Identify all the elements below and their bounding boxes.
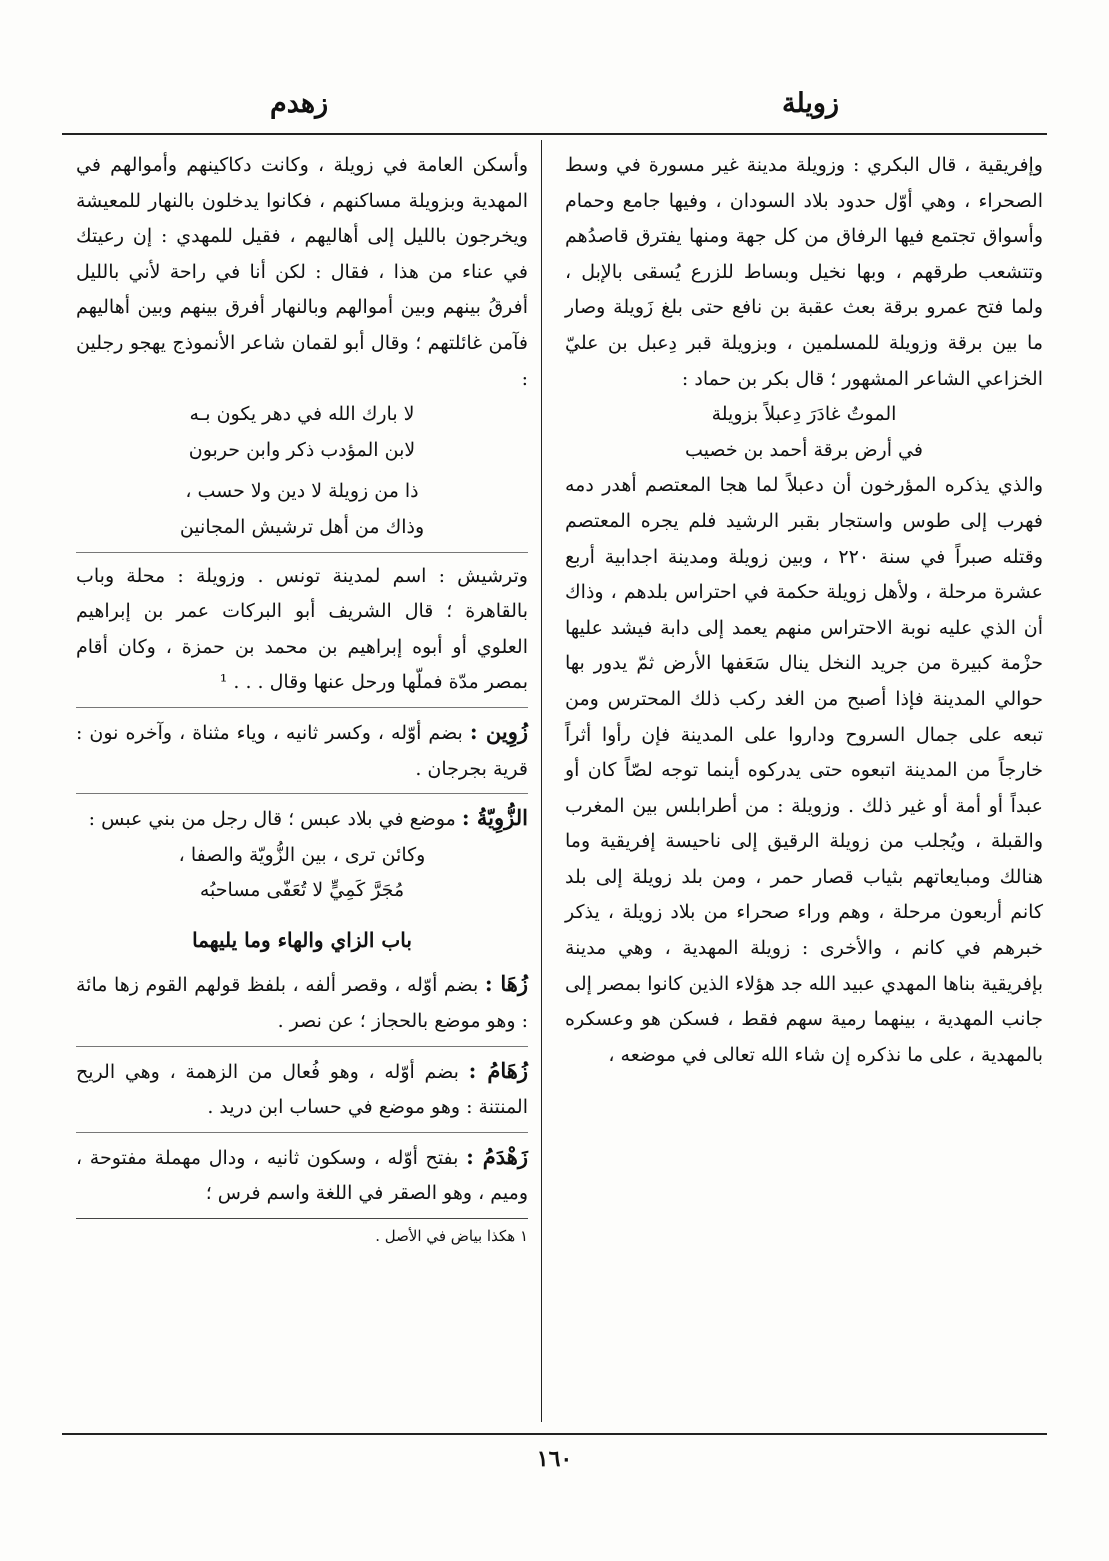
entry-divider [76,793,528,794]
left-verse-3: ذا من زويلة لا دين ولا حسب ، [185,480,419,503]
entry-zuham-text: بضم أوّله ، وهو فُعال من الزهمة ، وهي الريح المنتنة : وهو موضع في حساب ابن دريد . [76,1060,528,1119]
footnote-rule [76,1218,528,1219]
column-separator [541,140,542,1422]
footer-rule [62,1433,1047,1435]
left-verse-6: مُجَرَّ كَمِيٍّ لا تُعَفّى مساحبُه [199,879,405,902]
left-paragraph-2: وترشيش : اسم لمدينة تونس . وزويلة : محلة وباب بالقاهرة ؛ قال الشريف أبو البركات عمر بن إبراهيم العلوي أو أبوه إبراهيم بن محمد بن حمزة ، وكان أقام بمصر مدّة فملّها ورحل عنها وقال . . . ¹ [76,564,528,694]
entry-zahdam-headword: زَهْدَمُ : [466,1143,528,1169]
entry-zuwin-headword: زُوِين : [469,718,528,744]
entry-divider [76,1046,528,1047]
left-verse-1: لا بارك الله في دهر يكون بـه [189,403,415,426]
entry-zuha-text: بضم أوّله ، وقصر ألفه ، بلفظ قولهم القوم زها مائة : وهو موضع بالحجاز ؛ عن نصر . [76,974,528,1033]
entry-zahdam-text: بفتح أوّله ، وسكون ثانيه ، ودال مهملة مفتوحة ، وميم ، وهو الصقر في اللغة واسم فرس ؛ [76,1146,528,1205]
entry-zuha-headword: زُهَا : [484,971,528,997]
entry-zuham [76,1053,528,1126]
entry-zahdam [76,1139,528,1212]
entry-zawiya-headword: الزُّوِيّةُ : [461,805,528,831]
running-header-right: زويلة [781,88,839,119]
left-paragraph-1: وأسكن العامة في زويلة ، وكانت دكاكينهم وأموالهم في المهدية وبزويلة مساكنهم ، فكانوا يدخلون بالنهار للمعيشة ويخرجون بالليل إلى أهاليهم ، فقيل للمهدي : إن رعيتك في عناء من هذا ، فقال : لكن أنا في راحة لأني بالليل أفرقُ بينهم وبين أموالهم وبالنهار أفرق بينهم وبين أهاليهم فآمن غائلتهم ؛ وقال أبو لقمان شاعر الأنموذج يهجو رجلين : [76,154,528,390]
left-column [76,148,528,1249]
page-number: ١٦٠ [536,1446,573,1472]
right-column [565,148,1043,1073]
entry-zawiya [76,800,528,838]
left-verse-4: وذاك من أهل ترشيش المجانين [179,515,425,538]
entry-zuwin [76,714,528,787]
section-title: باب الزاي والهاء وما يليهما [192,927,412,952]
left-verse-5: وكائن ترى ، بين الزُّويّة والصفا ، [178,843,426,866]
entry-zawiya-text: موضع في بلاد عبس ؛ قال رجل من بني عبس : [88,808,456,831]
entry-divider [76,707,528,708]
header-rule [62,133,1047,135]
entry-zuha [76,966,528,1039]
right-verse-1: الموتُ غادَرَ دِعبلاً بزويلة [711,403,897,426]
entry-divider [76,1132,528,1133]
entry-zuham-headword: زُهَامُ : [468,1057,528,1083]
entry-zuwin-text: بضم أوّله ، وكسر ثانيه ، وياء مثناة ، وآخره نون : قرية بجرجان . [76,721,528,780]
right-paragraph-1: وإفريقية ، قال البكري : وزويلة مدينة غير مسورة في وسط الصحراء ، وهي أوّل حدود بلاد السودان ، وفيها جامع وحمام وأسواق تجتمع فيها الرفاق من كل جهة ومنها يفترق قاصدُهم وتتشعب طرقهم ، وبها نخيل وبساط للزرع يُسقى بالإبل ، ولما فتح عمرو برقة بعث عقبة بن نافع حتى بلغ زَويلة وصار ما بين برقة وزويلة للمسلمين ، وبزويلة قبر دِعبل بن عليّ الخزاعي الشاعر المشهور ؛ قال بكر بن حماد : [565,154,1043,390]
footnote: ١ هكذا بياض في الأصل . [375,1227,528,1246]
right-paragraph-2: والذي يذكره المؤرخون أن دعبلاً لما هجا المعتصم أهدر دمه فهرب إلى طوس واستجار بقبر الرشيد فلم يجره المعتصم وقتله صبراً في سنة ٢٢٠ ، وبين زويلة ومدينة اجدابية أربع عشرة مرحلة ، ولأهل زويلة حكمة في احتراس بلدهم ، وذاك أن الذي عليه نوبة الاحتراس منهم يعمد إلى دابة فيشد عليها حزْمة كبيرة من جريد النخل ينال سَعَفها الأرض ثمّ يدور بها حوالي المدينة فإذا أصبح من الغد ركب ذلك المحترس ومن تبعه على جمال السروح وداروا على المدينة فإن رأوا أثراً خارجاً من المدينة اتبعوه حتى يدركوه أينما توجه لصّاً كان أو عبداً أو أمة أو غير ذلك . وزويلة : من أطرابلس بين المغرب والقبلة ، ويُجلب من زويلة الرقيق إلى ناحيسة إفريقية وما هنالك ومبايعاتهم بثياب قصار حمر ، ومن بلد زويلة إلى بلد كانم أربعون مرحلة ، وهم وراء صحراء من بلاد زويلة ، يذكر خبرهم في كانم ، والأخرى : زويلة المهدية ، وهي مدينة بإفريقية بناها المهدي عبيد الله جد هؤلاء الذين كانوا بمصر إلى جانب المهدية ، بينهما رمية سهم فقط ، فسكن هو وعسكره بالمهدية ، على ما نذكره إن شاء الله تعالى في موضعه ، [565,474,1043,1066]
entry-divider [76,552,528,553]
right-verse-2: في أرض برقة أحمد بن خصيب [685,438,923,461]
running-header-left: زهدم [270,88,329,119]
left-verse-2: لابن المؤدب ذكر وابن حربون [188,438,416,461]
